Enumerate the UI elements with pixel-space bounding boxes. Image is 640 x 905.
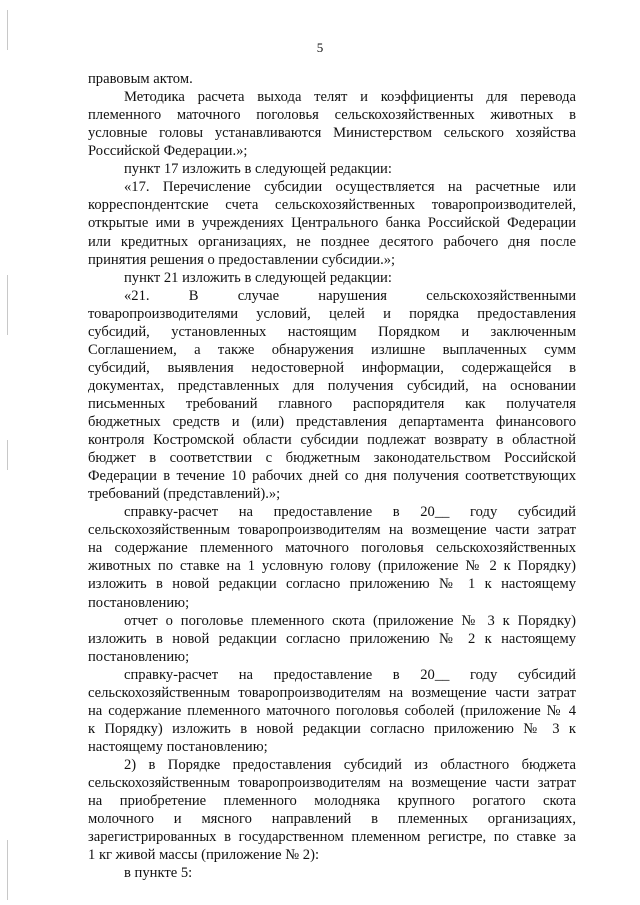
text-line: Федерации в течение 10 рабочих дней со дня получения соответствующих bbox=[88, 468, 576, 485]
text-line: зарегистрированных в государственном племенном регистре, по ставке за bbox=[88, 829, 576, 846]
text-line: корреспондентские счета сельскохозяйственных товаропроизводителей, bbox=[88, 197, 576, 214]
text-line: бюджет в соответствии с бюджетным законодательством Российской bbox=[88, 450, 576, 467]
text-line: постановлению; bbox=[88, 594, 190, 611]
text-line: Соглашением, а также обнаружения излишне выплаченных сумм bbox=[88, 341, 576, 358]
text-line: настоящему постановлению; bbox=[88, 738, 268, 755]
text-line: открытые ими в учреждениях Центрального банка Российской Федерации bbox=[88, 215, 576, 232]
text-line: к Порядку) изложить в новой редакции согласно приложению № 3 к bbox=[88, 720, 576, 737]
text-line: Российской Федерации.»; bbox=[88, 143, 248, 160]
text-line: на содержание племенного маточного поголовья сельскохозяйственных bbox=[88, 540, 576, 557]
text-line: сельскохозяйственным товаропроизводителям на возмещение части затрат bbox=[88, 775, 576, 791]
text-line: контроля Костромской области субсидии подлежат возврату в областной bbox=[88, 432, 576, 448]
text-line: отчет о поголовье племенного скота (приложение № 3 к Порядку) bbox=[124, 612, 576, 629]
text-line: сельскохозяйственным товаропроизводителям на возмещение части затрат bbox=[88, 684, 576, 701]
text-line: пункт 21 изложить в следующей редакции: bbox=[124, 269, 392, 286]
text-line: «17. Перечисление субсидии осуществляется на расчетные или bbox=[124, 179, 576, 196]
text-line: животных по ставке на 1 условную голову (приложение № 2 к Порядку) bbox=[88, 558, 576, 575]
text-line: субсидий, выявления недостоверной информации, содержащейся в bbox=[88, 359, 576, 376]
text-line: бюджетных средств и (или) представления департамента финансового bbox=[88, 413, 576, 430]
text-line: условные головы устанавливаются Министерством сельского хозяйства bbox=[88, 125, 576, 142]
scan-edge-mark bbox=[7, 440, 8, 470]
text-line: или кредитных организациях, не позднее десятого рабочего дня после bbox=[88, 233, 576, 250]
text-line: 2) в Порядке предоставления субсидий из областного бюджета bbox=[124, 756, 576, 773]
scan-edge-mark bbox=[7, 840, 8, 900]
text-line: правовым актом. bbox=[88, 71, 193, 87]
text-line: молочного и мясного направлений в племенных организациях, bbox=[88, 811, 576, 828]
text-line: на приобретение племенного молодняка крупного рогатого скота bbox=[88, 793, 576, 809]
text-line: 1 кг живой массы (приложение № 2): bbox=[88, 847, 320, 864]
text-line: племенного маточного поголовья сельскохозяйственных животных в bbox=[88, 107, 576, 124]
text-line: постановлению; bbox=[88, 648, 190, 665]
scan-edge-mark bbox=[7, 275, 8, 335]
page-number: 5 bbox=[316, 40, 324, 55]
text-line: письменных требований главного распорядителя как получателя bbox=[88, 395, 576, 412]
text-line: справку-расчет на предоставление в 20__ году субсидий bbox=[124, 504, 576, 521]
text-line: справку-расчет на предоставление в 20__ году субсидий bbox=[124, 666, 576, 683]
text-line: пункт 17 изложить в следующей редакции: bbox=[124, 161, 392, 178]
text-line: субсидий, установленных настоящим Порядком и заключенным bbox=[88, 323, 576, 340]
text-line: на содержание племенного маточного поголовья соболей (приложение № 4 bbox=[88, 702, 576, 719]
text-line: Методика расчета выхода телят и коэффициенты для перевода bbox=[124, 89, 576, 105]
text-line: товаропроизводителями условий, целей и порядка предоставления bbox=[88, 305, 576, 322]
text-line: принятия решения о предоставлении субсидии.»; bbox=[88, 251, 396, 268]
text-line: изложить в новой редакции согласно приложению № 1 к настоящему bbox=[88, 576, 576, 593]
text-line: в пункте 5: bbox=[124, 865, 193, 882]
text-line: документах, представленных для получения субсидий, на основании bbox=[88, 377, 576, 394]
text-line: требований (представлений).»; bbox=[88, 486, 281, 503]
text-line: изложить в новой редакции согласно приложению № 2 к настоящему bbox=[88, 630, 576, 647]
text-line: «21. В случае нарушения сельскохозяйственными bbox=[124, 287, 576, 304]
text-line: сельскохозяйственным товаропроизводителям на возмещение части затрат bbox=[88, 522, 576, 539]
